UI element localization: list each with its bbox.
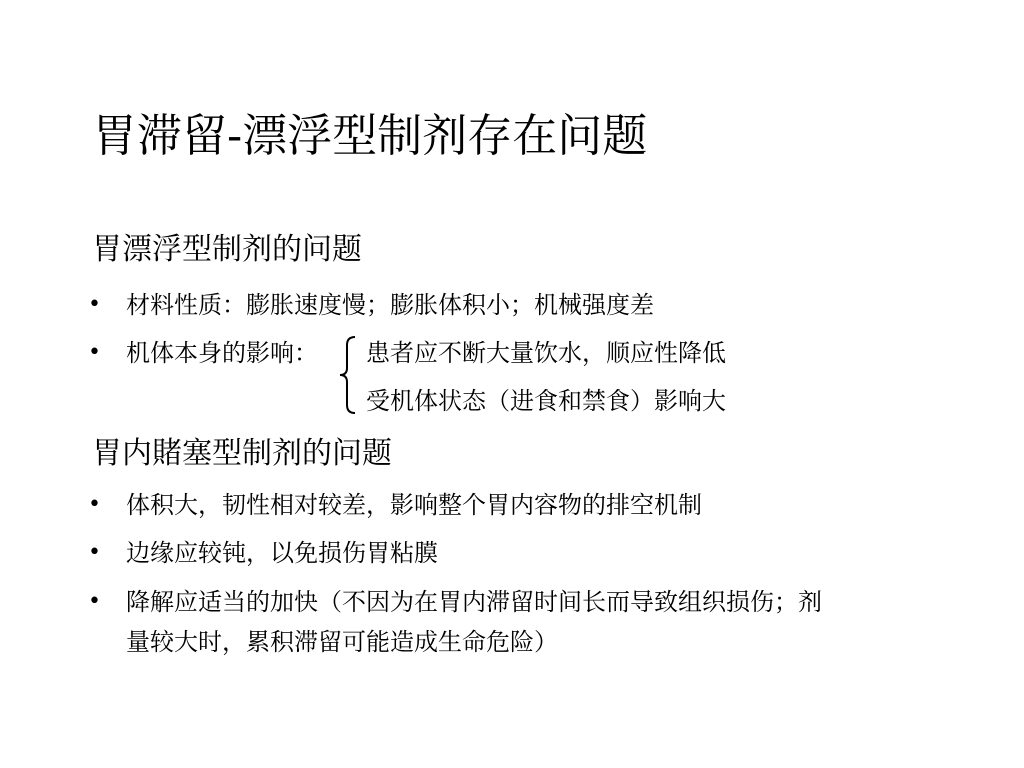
brace-item: 受机体状态（进食和禁食）影响大 <box>366 387 726 415</box>
slide-title: 胃滞留-漂浮型制剂存在问题 <box>92 109 648 162</box>
bullet-text: 材料性质：膨胀速度慢；膨胀体积小；机械强度差 <box>126 291 654 319</box>
section-heading-obstruction: 胃内賭塞型制剂的问题 <box>92 436 392 471</box>
bullet-text: 边缘应较钝，以免损伤胃粘膜 <box>126 539 438 567</box>
bullet-text: 体积大，韧性相对较差，影响整个胃内容物的排空机制 <box>126 491 702 519</box>
bullet-icon: • <box>88 340 101 365</box>
bullet-text: 降解应适当的加快（不因为在胃内滞留时间长而导致组织损伤；剂 <box>126 588 822 616</box>
bullet-icon: • <box>88 492 101 517</box>
bullet-text: 机体本身的影响： <box>126 339 318 367</box>
bullet-icon: • <box>88 292 101 317</box>
bullet-text-continuation: 量较大时，累积滞留可能造成生命危险） <box>126 628 558 656</box>
bullet-icon: • <box>88 540 101 565</box>
section-heading-floating: 胃漂浮型制剂的问题 <box>92 232 362 267</box>
bullet-icon: • <box>88 589 101 614</box>
curly-brace-icon <box>337 335 359 415</box>
brace-item: 患者应不断大量饮水，顺应性降低 <box>366 339 726 367</box>
